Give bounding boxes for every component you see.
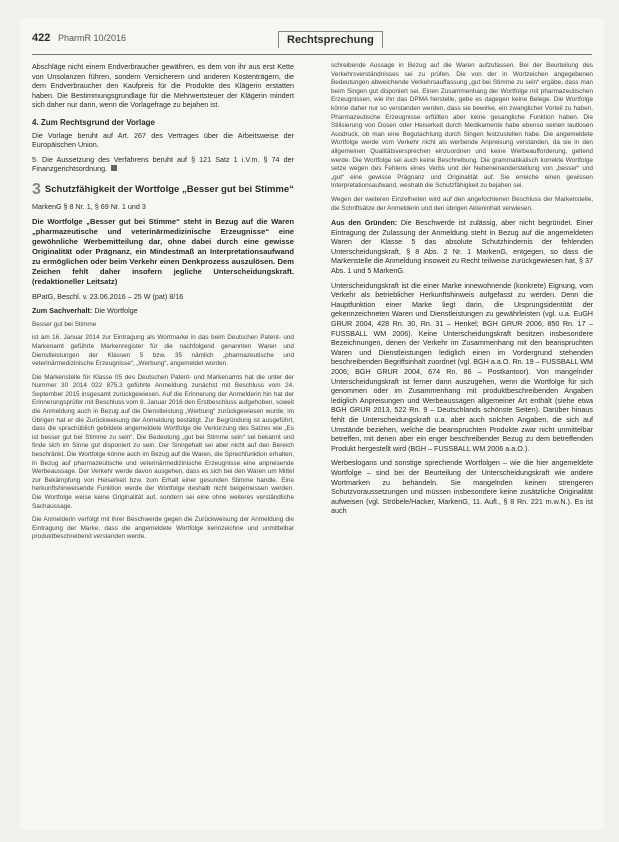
page-header [32, 28, 592, 55]
sachverhalt-paragraph-2: Die Markenstelle für Klasse 05 des Deutschen Patent- und Markenamts hat die unter der Nummer 30 2014 022 875.3 geführte Anmeldung zunächst mit Beschluss vom 24. September 2015 insgesamt zurückgewiesen. Auf die Erinnerung der Anmelderin hin hat der Erinnerungsprüfer mit Beschluss vom 8. Januar 2016 den Erstbeschluss aufgehoben, soweit die Anmeldung auch in Bezug auf die Dienstleistung „Werbung“ zurückgewiesen wurde; im Übrigen hat er die Zurückweisung der Anmeldung bestätigt. Zur Begründung ist ausgeführt, dass die sprachüblich gebildete angemeldete Wortfolge die Verkürzung des Satzes wie „Es ist besser gut bei Stimme zu sein“. Die Bedeutung „gut bei Stimme sein“ sei bekannt und finde sich im Sinne gut disponiert zu sein. Der Sinngehalt sei aber nicht auf den Bereich beschränkt. Die Wortfolge könne auch im Bezug auf die Waren, die Sprechfunktion erhalten, in Bezug auf pharmazeutische und veterinärmedizinische Erzeugnisse eine anpreisende Werbeaussage. Der Verkehr werde davon ausgehen, dass es sich bei den Waren um Mittel zur Bekämpfung von Heiserkeit bzw. zum Erhalt einer gesunden Stimme handle. Eine herkunftshinweisende Funktion werde der Wortfolge deshalb nicht beigemessen werden. Die Wortfolge weise keine Originalität auf, sondern sei eine ohne weiteres verständliche Sachaussage. [32, 373, 294, 510]
sachverhalt-quote: Besser gut bei Stimme [32, 320, 97, 328]
section-title: Rechtsprechung [278, 31, 383, 48]
sachverhalt-first: Die Wortfolge [94, 306, 138, 316]
right-column [331, 62, 593, 521]
page-number: 422 [32, 32, 51, 44]
case-heading [32, 180, 294, 198]
sachverhalt-label: Zum Sachverhalt: [32, 306, 93, 316]
right-paragraph-3: Unterscheidungskraft ist die einer Marke innewohnende (konkrete) Eignung, vom Verkehr als betrieblicher Herkunftshinweis aufgefasst zu werden. Denn die Hauptfunktion einer Marke liegt darin, die Ursprungsidentität der gekennzeichneten Waren und Dienstleistungen zu gewährleisten (vgl. u.a. EuGH GRUR 2004, 428 Rn. 30, Rn. 31 – Henkel; BGH GRUR 2006, 850 Rn. 17 – FUSSBALL WM 2006). Keine Unterscheidungskraft besitzen insbesondere Bezeichnungen, denen der Verkehr im Zusammenhang mit den beanspruchten Waren und Dienstleistungen lediglich einen im Vordergrund stehenden beschreibenden Begriffsinhalt zuordnet (vgl. BGH a.a.O. Rn. 19 – FUSSBALL WM 2006; BGH GRUR 2004, 674 Rn. 86 – Postkantoor). Von mangelnder Unterscheidungskraft ist ferner dann auszugehen, wenn die Wortfolge für sich genommen oder im Zusammenhang mit produktbeschreibenden Angaben lediglich Anpreisungen und Werbeaussagen allgemeiner Art enthält (siehe etwa BGH GRUR 2013, 522 Rn. 9 – Deutschlands schönste Seiten). Darüber hinaus fehlt die Unterscheidungskraft u.a. aber auch solchen Angaben, die sich auf Umstände beziehen, welche die beanspruchten Produkte zwar nicht unmittelbar betreffen, mit denen aber ein enger beschreibender Bezug zu dem betreffenden Produkt hergestellt wird (BGH – FUSSBALL WM 2006 a.a.O.). [331, 280, 593, 453]
gruende-text: Die Beschwerde ist zulässig, aber nicht begründet. Einer Eintragung der Zulassung der Anmeldung steht in Bezug auf die angemeldeten Waren der Klasse 5 das absolute Schutzhindernis der fehlenden Unterscheidungskraft, § 8 Abs. 2 Nr. 1 MarkenG, entgegen, so dass die Markenstelle die Anmeldung insoweit zu Recht teilweise zurückgewiesen hat, § 37 Abs. 1 und 5 MarkenG. [331, 218, 594, 276]
end-square-icon [111, 165, 117, 171]
sachverhalt-paragraph-1: ist am 16. Januar 2014 zur Eintragung als Wortmarke in das beim Deutschen Patent- und Markenamt geführte Markenregister für die nachfolgend genannten Waren und Dienstleistungen der Klassen 5 bzw. 35 nämlich „pharmazeutische und veterinärmedizinische Erzeugnisse“, „Werbung“, angemeldet worden. [32, 334, 294, 368]
gruende-label: Aus den Gründen: [331, 218, 398, 228]
section-5-paragraph [32, 155, 294, 174]
sachverhalt-lead [32, 306, 294, 316]
section-5-text: 5. Die Aussetzung des Verfahrens beruht auf § 121 Satz 1 i.V.m. § 74 der Finanzgerichtsordnung. [32, 154, 294, 174]
intro-paragraph: Abschläge nicht einem Endverbraucher gewähren, es dem von ihr aus erst Kette von Unsolanzen führen, sondern Versicherern und anderen Kostenträgern, die dem Endverbraucher den Kaufpreis für die Produkte des Klägerin erstatten haben. Die Bestimmungsgrundlage für die Mehrwertsteuer der Klägerin mindert sich daher nur dann, wenn die Vorlagefrage zu bejahen ist. [32, 62, 294, 110]
right-paragraph-4: Werbeslogans und sonstige sprechende Wortfolgen – wie die hier angemeldete Wortfolge – sind bei der Beurteilung der Unterscheidungskraft wie andere Wortmarken zu behandeln. Sie mangelnden keinen strengeren Schutzvoraussetzungen und müssen insbesondere keine zusätzliche Originalität aufweisen (vgl. Ströbele/Hacker, MarkenG, 11. Aufl., § 8 Rn. 221 m.w.N.). Es ist auch [331, 458, 593, 516]
case-citation: BPatG, Beschl. v. 23.06.2016 – 25 W (pat) 8/16 [32, 291, 184, 301]
journal-name: PharmR 10/2016 [58, 33, 127, 43]
left-column [32, 62, 294, 547]
section-4-text: Die Vorlage beruht auf Art. 267 des Vertrages über die Arbeitsweise der Europäischen Union. [32, 130, 294, 150]
case-title: Schutzfähigkeit der Wortfolge „Besser gut bei Stimme“ [44, 183, 294, 195]
sachverhalt-paragraph-3: Die Anmelderin verfolgt mit ihrer Beschwerde gegen die Zurückweisung der Anmeldung die Eintragung der Marke, dass die angemeldete Wortfolge kennzeichne und unmittelbar produktbeschreibend verstanden werde. [32, 516, 294, 541]
gruende-paragraph [331, 218, 593, 276]
document-page [20, 18, 604, 830]
right-paragraph-2: Wegen der weiteren Einzelheiten wird auf den angefochtenen Beschluss der Markenstelle, die Schriftsätze der Anmelderin und den übrigen Akteninhalt verwiesen. [331, 195, 593, 212]
leitsatz: Die Wortfolge „Besser gut bei Stimme“ steht in Bezug auf die Waren „pharmazeutische und veterinärmedizinische Erzeugnisse“ eine gewöhnliche Werbemitteilung dar, ohne dabei durch eine gewisse Originalität oder Prägnanz, ein Mindestmaß an Interpretationsaufwand zu ermöglichen oder beim Verkehr einen Denkprozess auszulösen. Dem Zeichen fehlt daher insofern jegliche Unterscheidungskraft. (redaktioneller Leitsatz) [32, 216, 294, 286]
case-number: 3 [32, 180, 41, 198]
section-4-heading: 4. Zum Rechtsgrund der Vorlage [32, 117, 155, 127]
right-paragraph-1: schreibende Aussage in Bezug auf die Waren aufzufassen. Bei der Beurteilung des Verkehrsverständnisses sei zu prüfen. Die von der in Wortzeichen angegebenen Bedeutungen abweichende Verkehrsauffassung „gut bei Stimme zu sein“ ergäbe, dass man beim Singen gut disponiert sei. Einen Zusammenhang der Wortfolge mit pharmazeutischen Erzeugnissen, wie ihn das DPMA herstelle, gebe es dagegen keine Belege. Die Wortfolge könne daher nur so verstanden werden, dass sie bewirke, ein zwanglicher Vorteil zu haben. Pharmazeutische Erzeugnisse erfüllten aber keine gesangliche Funktion haben. Die Stilisierung von Dosen oder Heiserkeit durch Medikamente habe ebenso seinen lautlosen Ausdruck, ob man eine Begutachtung durch Singen festzustellen habe. Die angemeldete Wortfolge werde vom Verkehr nicht als werbende Anpreisung verstanden, da sie in den allgemeinen Qualitätsversprechen einzuordnen und keine Werbeaufforderung, geltend werde. Die Wortfolge sei auch keine Beschreibung. Die grammatikalisch korrekte Wortfolge setze wegen des Fehlens eines Verbs und der Nebeneinanderstellung von „besser“ und „gut“ eine gewisse Prägnanz und Originalität auf. Sie erreiche einen gewissen Interpretationsaufwand, weshalb die Schutzfähigkeit zu bejahen sei. [331, 62, 593, 190]
case-norms: MarkenG § 8 Nr. 1, § 69 Nr. 1 und 3 [32, 201, 146, 211]
